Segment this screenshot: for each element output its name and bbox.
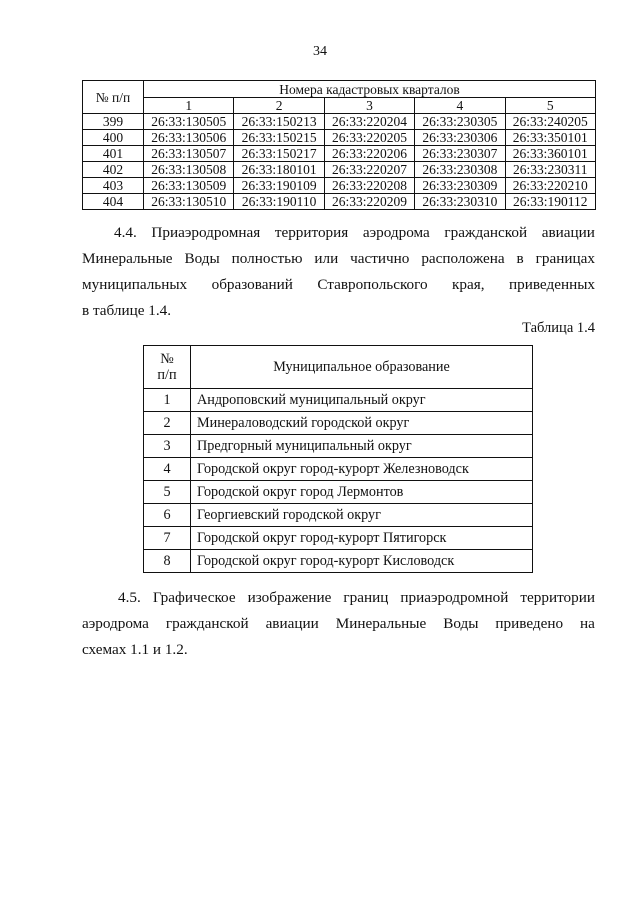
word: гражданской — [444, 224, 528, 241]
table-row — [144, 389, 533, 412]
municipality-name-cell: Георгиевский городской округ — [191, 504, 533, 527]
cadastral-number-cell: 26:33:190110 — [234, 194, 324, 210]
word: авиации — [265, 615, 319, 632]
cadastral-subheader: 3 — [324, 98, 414, 114]
cadastral-number-cell: 26:33:230310 — [415, 194, 505, 210]
word: 4.5. — [118, 589, 141, 606]
col-num-header: № п/п — [83, 81, 144, 114]
cadastral-number-cell: 26:33:220209 — [324, 194, 414, 210]
word: гражданской — [165, 615, 249, 632]
municipal-table — [143, 345, 533, 573]
word: муниципальных — [82, 276, 188, 293]
table-row — [144, 435, 533, 458]
municipality-name-cell: Городской округ город-курорт Железноводск — [191, 458, 533, 481]
table-row — [83, 178, 596, 194]
cadastral-number-cell: 26:33:150215 — [234, 130, 324, 146]
table-row — [144, 412, 533, 435]
word: полностью — [231, 250, 303, 267]
cadastral-number-cell: 26:33:220210 — [505, 178, 595, 194]
table-row — [144, 481, 533, 504]
word: территории — [520, 589, 595, 606]
word: в — [516, 250, 524, 267]
cadastral-number-cell: 26:33:220206 — [324, 146, 414, 162]
row-number-cell: 2 — [144, 412, 191, 435]
word: изображение — [247, 589, 332, 606]
table-row — [83, 162, 596, 178]
cadastral-subheader: 2 — [234, 98, 324, 114]
cadastral-number-cell: 26:33:190109 — [234, 178, 324, 194]
word: Воды — [443, 615, 479, 632]
word: авиации — [541, 224, 595, 241]
word: образований — [211, 276, 293, 293]
municipality-name-cell: Предгорный муниципальный округ — [191, 435, 533, 458]
municipality-name-cell: Городской округ город-курорт Пятигорск — [191, 527, 533, 550]
cadastral-subheader: 4 — [415, 98, 505, 114]
text-line-last: в таблице 1.4. — [82, 302, 172, 319]
cadastral-number-cell: 26:33:230309 — [415, 178, 505, 194]
word: аэродрома — [82, 615, 149, 632]
cadastral-number-cell: 26:33:230307 — [415, 146, 505, 162]
cadastral-number-cell: 26:33:130510 — [144, 194, 234, 210]
cadastral-number-cell: 26:33:230305 — [415, 114, 505, 130]
table-row — [144, 458, 533, 481]
row-number-cell: 8 — [144, 550, 191, 573]
word: расположена — [421, 250, 505, 267]
cadastral-number-cell: 26:33:220208 — [324, 178, 414, 194]
row-number-cell: 403 — [83, 178, 144, 194]
row-number-cell: 7 — [144, 527, 191, 550]
word: приведенных — [509, 276, 595, 293]
text-line-last: схемах 1.1 и 1.2. — [82, 641, 188, 658]
municipality-name-cell: Городской округ город-курорт Кисловодск — [191, 550, 533, 573]
word: Ставропольского — [317, 276, 428, 293]
text-line — [82, 246, 595, 272]
word: приведено — [495, 615, 564, 632]
cadastral-number-cell: 26:33:130509 — [144, 178, 234, 194]
row-number-cell: 5 — [144, 481, 191, 504]
municipal-name-header: Муниципальное образование — [191, 346, 533, 389]
cadastral-number-cell: 26:33:130505 — [144, 114, 234, 130]
row-number-cell: 1 — [144, 389, 191, 412]
cadastral-number-cell: 26:33:150217 — [234, 146, 324, 162]
municipality-name-cell: Минераловодский городской округ — [191, 412, 533, 435]
cadastral-number-cell: 26:33:220205 — [324, 130, 414, 146]
cadastral-number-cell: 26:33:190112 — [505, 194, 595, 210]
cadastral-number-cell: 26:33:230308 — [415, 162, 505, 178]
text-line — [82, 585, 595, 611]
table-row — [144, 527, 533, 550]
word: границ — [343, 589, 389, 606]
row-number-cell: 4 — [144, 458, 191, 481]
table-row — [83, 146, 596, 162]
cadastral-number-cell: 26:33:350101 — [505, 130, 595, 146]
word: края, — [452, 276, 485, 293]
text-line — [82, 220, 595, 246]
word: Минеральные — [335, 615, 427, 632]
table-caption: Таблица 1.4 — [522, 320, 595, 336]
row-number-cell: 404 — [83, 194, 144, 210]
cadastral-subheader: 1 — [144, 98, 234, 114]
table-row — [83, 114, 596, 130]
table-row — [83, 130, 596, 146]
table-row — [144, 504, 533, 527]
row-number-cell: 402 — [83, 162, 144, 178]
word: 4.4. — [114, 224, 137, 241]
cadastral-number-cell: 26:33:220204 — [324, 114, 414, 130]
row-number-cell: 3 — [144, 435, 191, 458]
cadastral-number-cell: 26:33:130507 — [144, 146, 234, 162]
word: территория — [274, 224, 349, 241]
table-row — [83, 194, 596, 210]
row-number-cell: 401 — [83, 146, 144, 162]
municipal-num-header — [144, 346, 191, 389]
cadastral-number-cell: 26:33:150213 — [234, 114, 324, 130]
text-line — [82, 272, 595, 298]
num-header-line2: п/п — [157, 367, 177, 383]
cadastral-number-cell: 26:33:230306 — [415, 130, 505, 146]
word: или — [314, 250, 339, 267]
row-number-cell: 400 — [83, 130, 144, 146]
word: Минеральные — [82, 250, 173, 267]
word: на — [580, 615, 595, 632]
cadastral-number-cell: 26:33:240205 — [505, 114, 595, 130]
text-line — [82, 611, 595, 637]
word: аэродрома — [362, 224, 430, 241]
row-number-cell: 6 — [144, 504, 191, 527]
word: Воды — [184, 250, 220, 267]
row-number-cell: 399 — [83, 114, 144, 130]
municipality-name-cell: Городской округ город Лермонтов — [191, 481, 533, 504]
cadastral-subheader: 5 — [505, 98, 595, 114]
word: частично — [350, 250, 410, 267]
cadastral-number-cell: 26:33:130506 — [144, 130, 234, 146]
word: Графическое — [152, 589, 236, 606]
cadastral-number-cell: 26:33:220207 — [324, 162, 414, 178]
cadastral-number-cell: 26:33:180101 — [234, 162, 324, 178]
word: Приаэродромная — [151, 224, 261, 241]
word: приаэродромной — [400, 589, 509, 606]
table-row — [144, 550, 533, 573]
num-header-line1: № — [160, 351, 174, 367]
municipality-name-cell: Андроповский муниципальный округ — [191, 389, 533, 412]
cadastral-number-cell: 26:33:130508 — [144, 162, 234, 178]
cadastral-number-cell: 26:33:360101 — [505, 146, 595, 162]
cadastral-number-cell: 26:33:230311 — [505, 162, 595, 178]
paragraph-4-4 — [82, 220, 595, 324]
cadastral-quarters-table — [82, 80, 596, 210]
paragraph-4-5 — [82, 585, 595, 663]
word: границах — [535, 250, 595, 267]
cadastral-group-header: Номера кадастровых кварталов — [144, 81, 596, 98]
page-number: 34 — [313, 44, 327, 59]
